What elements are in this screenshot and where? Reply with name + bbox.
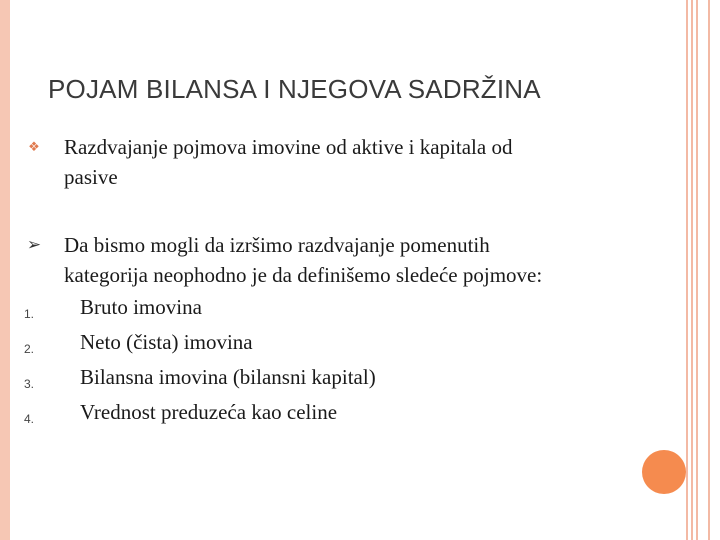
diamond-bullet-icon: ❖: [28, 139, 40, 154]
list-number: 1.: [24, 307, 35, 321]
list-number: 4.: [24, 412, 35, 426]
bullet-text-line: kategorija neophodno je da definišemo sledeće pojmove:: [64, 263, 543, 287]
slide-title: POJAM BILANSA I NJEGOVA SADRŽINA: [48, 74, 541, 104]
list-item-text: Neto (čista) imovina: [80, 330, 253, 354]
orange-circle-decoration: [642, 450, 686, 494]
list-item-text: Bruto imovina: [80, 295, 202, 319]
right-rail-line: [691, 0, 693, 540]
right-rail-line: [696, 0, 698, 540]
list-number: 3.: [24, 377, 35, 391]
right-rail-line: [708, 0, 710, 540]
bullet-text-line: Da bismo mogli da izršimo razdvajanje pomenutih: [64, 233, 490, 257]
right-rail-line: [686, 0, 688, 540]
bullet-text-line: Razdvajanje pojmova imovine od aktive i kapitala od: [64, 135, 513, 159]
left-border-decoration: [0, 0, 10, 540]
list-item-text: Bilansna imovina (bilansni kapital): [80, 365, 376, 389]
list-number: 2.: [24, 342, 35, 356]
arrowhead-bullet-icon: ➢: [26, 235, 42, 254]
list-item-text: Vrednost preduzeća kao celine: [80, 400, 338, 424]
bullet-text-line: pasive: [64, 165, 118, 189]
